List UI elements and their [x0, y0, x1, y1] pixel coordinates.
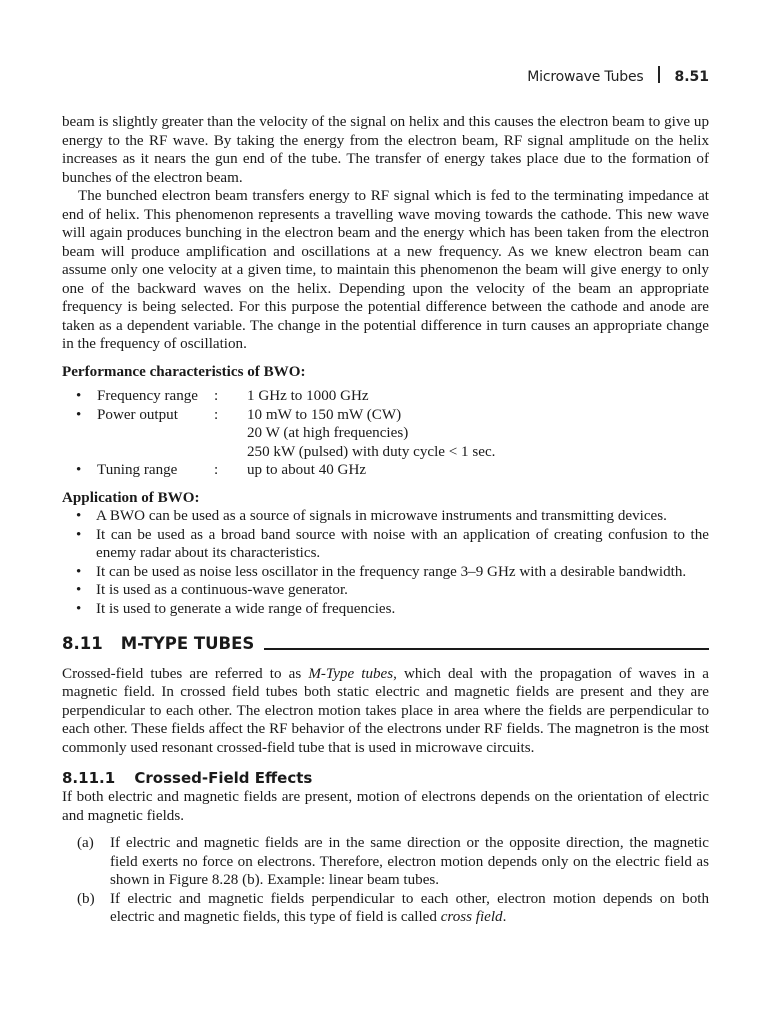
bullet: •: [76, 406, 82, 423]
application-heading: Application of BWO:: [62, 489, 200, 506]
list-marker: (a): [77, 835, 94, 851]
subsection-number: 8.11.1: [62, 769, 116, 787]
performance-label: Power output: [97, 406, 178, 423]
list-item: [77, 890, 709, 927]
bullet: •: [76, 462, 82, 478]
performance-value-line: 10 mW to 150 mW (CW): [247, 406, 402, 423]
list-marker: (b): [77, 890, 95, 907]
intro-paragraph-1: beam is slightly greater than the velocity of the signal on helix and this causes the electron beam to give up energy to the RF wave. By taking the energy from the electron beam, RF signal amplitude on the helix increases as it nears the gun end of the tube. The transfer of energy takes place due to the formation of bunches of the electron beam.: [62, 114, 709, 186]
subsection-title: Crossed-Field Effects: [134, 769, 313, 787]
list-item: [77, 834, 709, 890]
performance-table: [76, 387, 495, 480]
m-type-paragraph: [62, 665, 709, 758]
section-title: M-TYPE TUBES: [120, 634, 255, 653]
performance-row: [76, 406, 495, 462]
list-item: • It can be used as noise less oscillator in the frequency range 3–9 GHz with a desirable bandwidth.: [96, 563, 709, 582]
performance-value: [247, 387, 495, 406]
emphasis-text: M-Type tubes: [308, 665, 394, 682]
performance-value-line: up to about 40 GHz: [247, 462, 367, 478]
performance-value-line: 250 kW (pulsed) with duty cycle < 1 sec.: [247, 443, 496, 460]
running-head-title: Microwave Tubes: [527, 69, 644, 85]
list-item-text: If electric and magnetic fields are in the same direction or the opposite direction, the magnetic field exerts no force on electrons. Therefore, electron motion depends only on the electric field as shown in Figure 8.28 (b). Example: linear beam tubes.: [110, 835, 709, 888]
crossed-field-paragraph: If both electric and magnetic fields are present, motion of electrons depends on the orientation of electric and magnetic fields.: [62, 789, 709, 824]
performance-value-line: 20 W (at high frequencies): [247, 425, 409, 441]
text-span: Crossed-field tubes are referred to as: [62, 665, 309, 682]
emphasis-text: cross field: [440, 909, 503, 925]
colon: :: [214, 462, 219, 478]
list-item: • It is used to generate a wide range of frequencies.: [96, 600, 709, 619]
colon: :: [214, 406, 219, 423]
performance-value-line: 1 GHz to 1000 GHz: [247, 388, 369, 404]
performance-value: [247, 461, 495, 480]
running-head-divider: [658, 66, 660, 83]
page-number: 8.51: [674, 69, 709, 85]
section-rule: [264, 648, 709, 650]
list-item: • It can be used as a broad band source with noise with an application of creating confusion to the enemy radar about its characteristics.: [96, 526, 709, 563]
list-item: • It is used as a continuous-wave generator.: [96, 581, 709, 600]
section-heading-8-11: [62, 635, 709, 654]
text-span: .: [502, 909, 507, 925]
bullet: •: [76, 388, 82, 404]
application-list: [62, 507, 709, 618]
performance-heading: Performance characteristics of BWO:: [62, 363, 306, 380]
intro-paragraph-2: The bunched electron beam transfers energy to RF signal which is fed to the terminating impedance at end of helix. This phenomenon represents a travelling wave moving towards the cathode. This new wave will again produces bunching in the electron beam and the energy which has been taken from the electron beam will produce amplification and oscillations at a new frequency. As we knew electron beam can assume only one velocity at a given time, to maintain this phenomenon the beam will give energy to only one of the backward waves on the helix. Depending upon the velocity of the beam an appropriate frequency is being selected. For this purpose the potential difference between the cathode and anode are taken as a dependent variable. The change in the potential difference in turn causes an appropriate change in the frequency of oscillation.: [62, 188, 709, 352]
running-head: [527, 66, 709, 88]
performance-row: [76, 387, 495, 406]
performance-label: Frequency range: [97, 388, 198, 404]
performance-label: Tuning range: [97, 462, 178, 478]
performance-row: [76, 461, 495, 480]
list-item: • A BWO can be used as a source of signals in microwave instruments and transmitting devices.: [96, 507, 709, 526]
text-span: , which deal with the propagation of waves in a magnetic field. In crossed field tubes both static electric and magnetic fields are present and they are perpendicular to each other. The electron motion takes place in area where the fields are perpendicular to each other. These fields affect the RF behavior of the electrons under RF fields. The magnetron is the most commonly used resonant crossed-field tube that is used in microwave circuits.: [62, 665, 709, 756]
body-text: [62, 113, 709, 927]
colon: :: [214, 388, 219, 404]
crossed-field-list: [62, 834, 709, 927]
performance-value: [247, 406, 495, 462]
list-item-text: If electric and magnetic fields perpendicular to each other, electron motion depends on both electric and magnetic fields, this type of field is called: [110, 890, 709, 925]
section-number: 8.11: [62, 634, 103, 653]
subsection-heading-8-11-1: [62, 768, 709, 788]
